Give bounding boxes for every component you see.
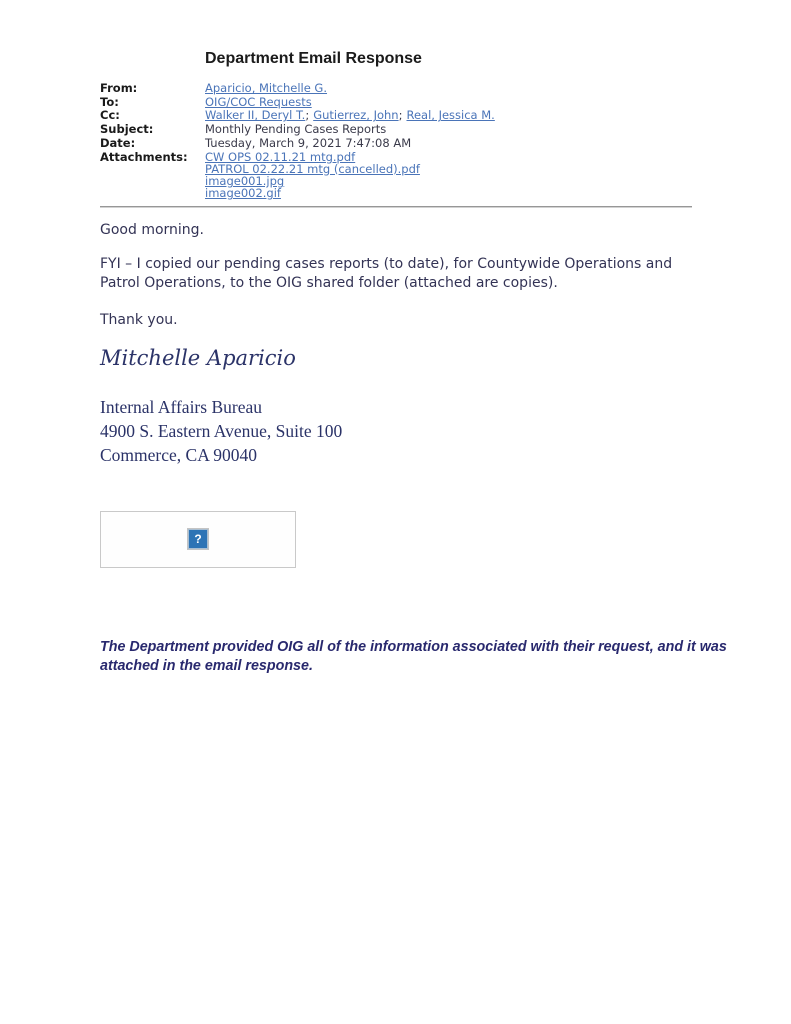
signature-street: 4900 S. Eastern Avenue, Suite 100 (100, 420, 343, 441)
attachments-label: Attachments: (100, 149, 188, 164)
cc-separator: ; (398, 108, 403, 123)
embedded-image-placeholder (100, 511, 296, 568)
header-row-date (100, 137, 755, 151)
cc-separator: ; (305, 108, 310, 123)
attachment-link[interactable]: CW OPS 02.11.21 mtg.pdf (205, 149, 356, 164)
subject-label: Subject: (100, 122, 154, 137)
attachment-link[interactable]: PATROL 02.22.21 mtg (cancelled).pdf (205, 161, 420, 176)
cc-label: Cc: (100, 108, 120, 123)
signature-bureau: Internal Affairs Bureau (100, 396, 262, 417)
attachment-link[interactable]: image002.gif (205, 186, 281, 201)
email-paragraph: FYI – I copied our pending cases reports (to date), for Countywide Operations and Patrol Operations, to the OIG shared folder (attached are copies). (100, 255, 673, 291)
cc-recipient-link[interactable]: Gutierrez, John (313, 108, 399, 123)
email-greeting: Good morning. (100, 221, 205, 238)
oig-footnote: The Department provided OIG all of the information associated with their request, and it was attached in the email response. (100, 638, 727, 675)
date-label: Date: (100, 135, 136, 150)
to-recipient-link[interactable]: OIG/COC Requests (205, 94, 312, 109)
header-row-attachments (100, 151, 755, 200)
signature-name: Mitchelle Aparicio (100, 345, 296, 370)
signature-address-block (100, 395, 755, 467)
page-title: Department Email Response (205, 50, 422, 67)
from-sender-link[interactable]: Aparicio, Mitchelle G. (205, 81, 328, 95)
header-row-cc (100, 109, 755, 123)
from-label: From: (100, 81, 138, 95)
date-value: Tuesday, March 9, 2021 7:47:08 AM (205, 135, 412, 150)
page-content (0, 50, 791, 677)
header-row-subject (100, 123, 755, 137)
cc-recipient-link[interactable]: Real, Jessica M. (406, 108, 495, 123)
email-closing: Thank you. (100, 311, 178, 328)
to-label: To: (100, 94, 119, 109)
header-divider (100, 206, 692, 208)
attachment-link[interactable]: image001.jpg (205, 174, 285, 189)
email-header-block (100, 82, 755, 200)
header-row-from (100, 82, 755, 96)
cc-recipient-link[interactable]: Walker II, Deryl T. (205, 108, 306, 123)
header-row-to (100, 96, 755, 110)
subject-value: Monthly Pending Cases Reports (205, 122, 387, 137)
signature-city: Commerce, CA 90040 (100, 444, 257, 465)
broken-image-icon: ? (188, 529, 208, 549)
